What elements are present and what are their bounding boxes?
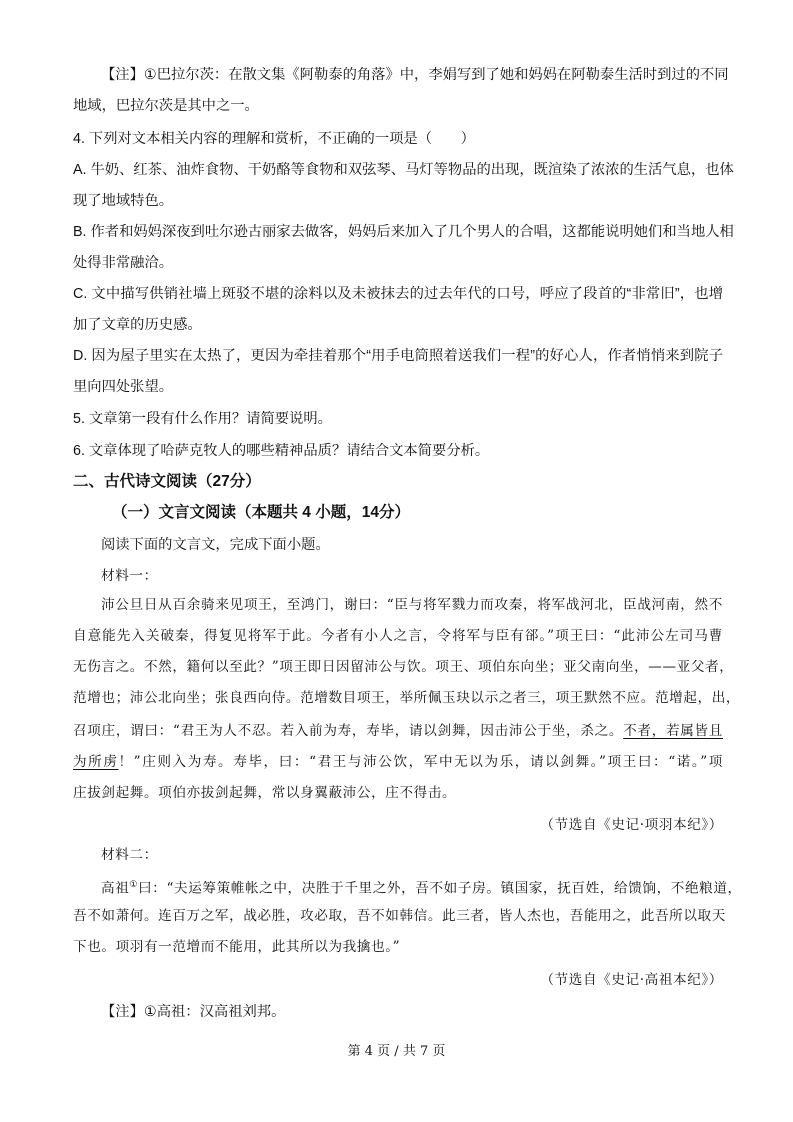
option-d: D. 因为屋子里实在太热了，更因为牵挂着那个“用手电筒照着送我们一程”的好心人，作者悄悄来到院子: [73, 348, 723, 364]
passage-line: 庄拔剑起舞。项伯亦拔剑起舞，常以身翼蔽沛公，庄不得击。: [73, 785, 457, 801]
question-6: 6. 文章体现了哈萨克牧人的哪些精神品质？请结合文本简要分析。: [73, 443, 490, 459]
source-citation: （节选自《史记·高祖本纪》）: [540, 972, 723, 988]
option-a: A. 牛奶、红茶、油炸食物、干奶酪等食物和双弦琴、马灯等物品的出现，既渲染了浓浓的生活气息，也体: [73, 162, 734, 178]
passage-line: 吾不如萧何。连百万之军，战必胜，攻必取，吾不如韩信。此三者，皆人杰也，吾能用之，此吾所以取天: [73, 908, 726, 924]
material-label: 材料二：: [101, 847, 158, 863]
passage-line: 范增也；沛公北向坐；张良西向侍。范增数目项王，举所佩玉玦以示之者三，项王默然不应。范增起，出，: [73, 690, 741, 706]
option-b: B. 作者和妈妈深夜到吐尔逊古丽家去做客，妈妈后来加入了几个男人的合唱，这都能说明她们和当地人相: [73, 224, 734, 240]
footnote: 【注】①高祖：汉高祖刘邦。: [101, 1004, 286, 1020]
subsection-heading: （一）文言文阅读（本题共 4 小题，14分）: [112, 504, 410, 521]
page-footer: 第 4 页 / 共 7 页: [347, 1044, 446, 1059]
option-b-cont: 处得非常融洽。: [73, 255, 174, 271]
passage-text: 曰：“夫运筹策帷帐之中，决胜于千里之外，吾不如子房。镇国家，抚百姓，给馈饷，不绝粮道，: [138, 880, 742, 897]
passage-text: 召项庄，谓曰：“君王为人不忍。若入前为寿，寿毕，请以剑舞，因击沛公于坐，杀之。: [73, 723, 624, 739]
underlined-sentence-cont: 为所虏: [73, 754, 119, 770]
option-c-cont: 加了文章的历史感。: [73, 317, 202, 333]
option-c: C. 文中描写供销社墙上斑驳不堪的涂料以及未被抹去的过去年代的口号，呼应了段首的“非常旧”，也增: [73, 286, 723, 302]
passage-line: [101, 875, 742, 899]
passage-line: [73, 752, 723, 772]
underlined-sentence: 不者，若属皆且: [623, 723, 723, 739]
question-stem: 4. 下列对文本相关内容的理解和赏析，不正确的一项是（ ）: [73, 131, 475, 147]
note-line: 地域，巴拉尔茨是其中之一。: [73, 98, 259, 114]
question-5: 5. 文章第一段有什么作用？请简要说明。: [73, 411, 332, 427]
passage-text: ！”庄则入为寿。寿毕，曰：“君王与沛公饮，军中无以为乐，请以剑舞。”项王曰：“诺。”项: [118, 754, 723, 770]
instruction: 阅读下面的文言文，完成下面小题。: [101, 537, 330, 553]
note-line: 【注】①巴拉尔茨：在散文集《阿勒泰的角落》中，李娟写到了她和妈妈在阿勒泰生活时到过的不同: [101, 67, 729, 83]
option-a-cont: 现了地域特色。: [73, 193, 174, 209]
passage-line: 无伤言之。不然，籍何以至此？”项王即日因留沛公与饮。项王、项伯东向坐；亚父南向坐，——亚父者，: [73, 659, 734, 675]
passage-line: 自意能先入关破秦，得复见将军于此。今者有小人之言，令将军与臣有郤。”项王曰：“此沛公左司马曹: [73, 628, 723, 644]
passage-line: 下也。项羽有一范增而不能用，此其所以为我擒也。”: [73, 939, 401, 955]
passage-line: 沛公旦日从百余骑来见项王，至鸿门，谢曰：“臣与将军戮力而攻秦，将军战河北，臣战河南，然不: [101, 597, 723, 613]
material-label: 材料一：: [101, 568, 158, 584]
footnote-marker: ①: [129, 880, 139, 890]
passage-line: [73, 721, 723, 741]
passage-text: 高祖: [101, 880, 130, 897]
section-heading: 二、古代诗文阅读（27分）: [73, 473, 261, 490]
option-d-cont: 里向四处张望。: [73, 379, 174, 395]
source-citation: （节选自《史记·项羽本纪》）: [540, 817, 723, 833]
